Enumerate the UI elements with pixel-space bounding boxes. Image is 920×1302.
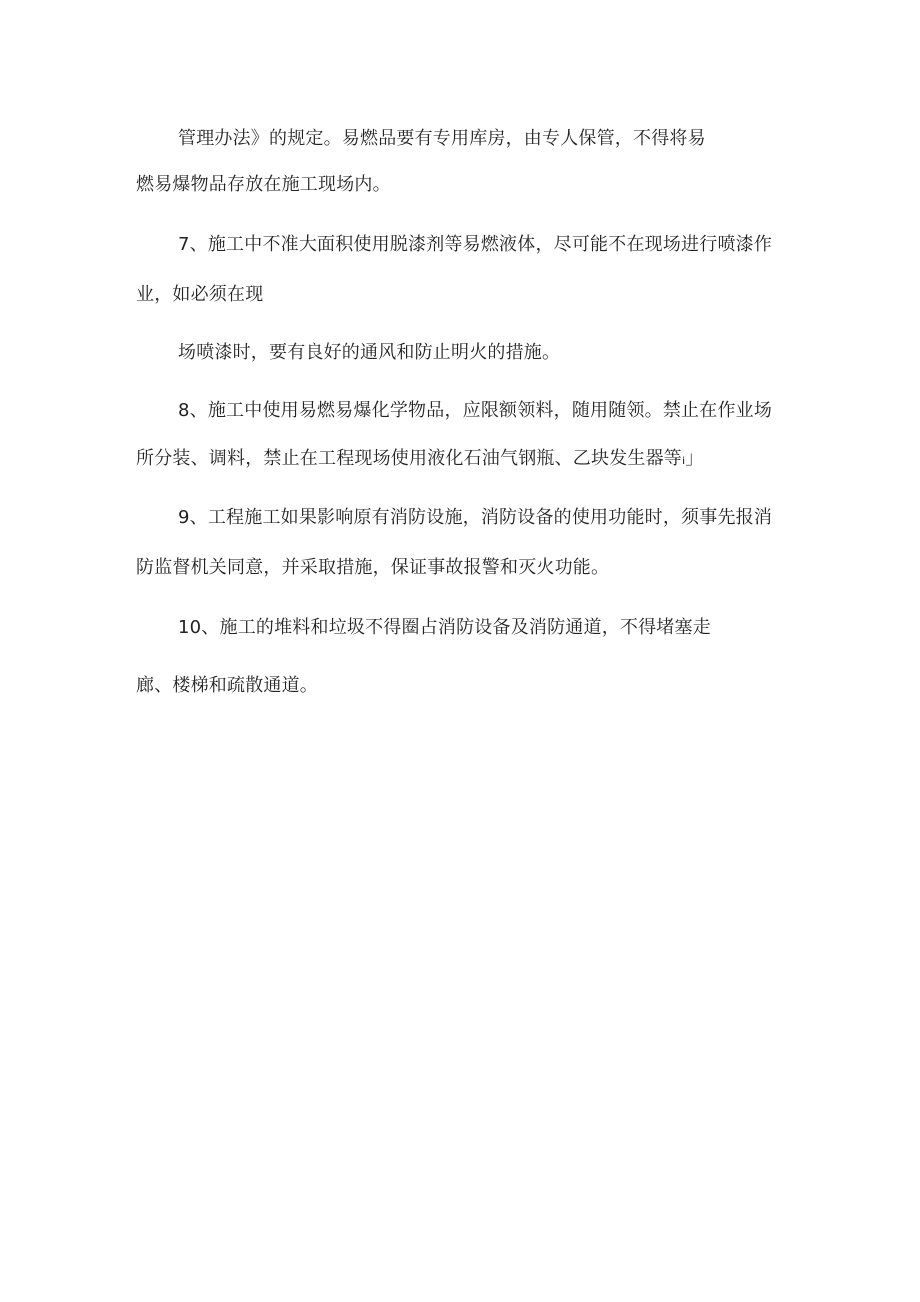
paragraph-7-line-3: 场喷漆时，要有良好的通风和防止明火的措施。 — [178, 342, 561, 363]
paragraph-8-line-1: 8、施工中使用易燃易爆化学物品，应限额领料，随用随领。禁止在作业场 — [178, 400, 773, 421]
text-line: 燃易爆物品存放在施工现场内。 — [136, 174, 391, 195]
text-line: 管理办法》的规定。易燃品要有专用库房，由专人保管，不得将易 — [178, 128, 706, 149]
paragraph-8-line-2: 所分装、调料，禁止在工程现场使用液化石油气钢瓶、乙块发生器等ᵢ」 — [136, 448, 704, 469]
paragraph-10-line-2: 廊、楼梯和疏散通道。 — [136, 675, 318, 696]
paragraph-10-line-1: 10、施工的堆料和垃圾不得圈占消防设备及消防通道，不得堵塞走 — [178, 617, 711, 638]
paragraph-9-line-1: 9、工程施工如果影响原有消防设施，消防设备的使用功能时，须事先报消 — [178, 507, 773, 528]
paragraph-9-line-2: 防监督机关同意，并采取措施，保证事故报警和灭火功能。 — [136, 557, 610, 578]
paragraph-7-line-1: 7、施工中不准大面积使用脱漆剂等易燃液体，尽可能不在现场进行喷漆作 — [178, 234, 773, 255]
paragraph-7-line-2: 业，如必须在现 — [136, 284, 264, 305]
